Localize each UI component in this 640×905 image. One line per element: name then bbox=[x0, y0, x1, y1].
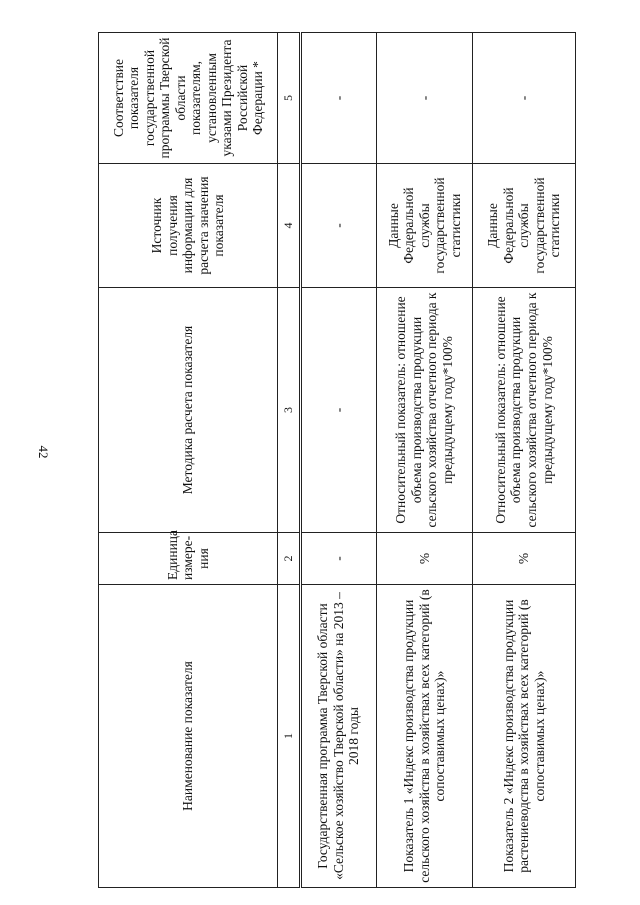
header-unit: Единица измере-ния bbox=[99, 533, 278, 585]
column-number: 3 bbox=[278, 288, 300, 533]
table-row bbox=[300, 33, 376, 888]
indicators-table bbox=[98, 32, 576, 888]
cell-compliance: - bbox=[472, 33, 575, 164]
column-number: 5 bbox=[278, 33, 300, 164]
header-indicator-name: Наименование показателя bbox=[99, 585, 278, 888]
cell-source: Данные Федеральной службы государственной статистики bbox=[376, 164, 472, 288]
table-row bbox=[376, 33, 472, 888]
cell-source: Данные Федеральной службы государственной статистики bbox=[472, 164, 575, 288]
header-source: Источник получения информации для расчета значения показателя bbox=[99, 164, 278, 288]
rotated-table-container bbox=[98, 33, 576, 888]
column-number: 4 bbox=[278, 164, 300, 288]
cell-method: Относительный показатель: отношение объема производства продукции сельского хозяйства отчетного периода к предыдущему году*100% bbox=[376, 288, 472, 533]
cell-compliance: - bbox=[300, 33, 376, 164]
header-compliance: Соответствие показателя государственной программы Тверской области показателям, установленным указами Президента Российской Федерации * bbox=[99, 33, 278, 164]
cell-unit: - bbox=[300, 533, 376, 585]
cell-name: Показатель 1 «Индекс производства продукции сельского хозяйства в хозяйствах всех категорий (в сопоставимых ценах)» bbox=[376, 585, 472, 888]
table-header-row bbox=[99, 33, 278, 888]
cell-method: - bbox=[300, 288, 376, 533]
cell-method: Относительный показатель: отношение объема производства продукции сельского хозяйства отчетного периода к предыдущему году*100% bbox=[472, 288, 575, 533]
cell-unit: % bbox=[472, 533, 575, 585]
column-numbers-row bbox=[278, 33, 300, 888]
cell-source: - bbox=[300, 164, 376, 288]
cell-name: Показатель 2 «Индекс производства продукции растениеводства в хозяйствах всех категорий (в сопоставимых ценах)» bbox=[472, 585, 575, 888]
cell-name: Государственная программа Тверской области «Сельское хозяйство Тверской области» на 2013 – 2018 годы bbox=[300, 585, 376, 888]
cell-unit: % bbox=[376, 533, 472, 585]
cell-compliance: - bbox=[376, 33, 472, 164]
header-method: Методика расчета показателя bbox=[99, 288, 278, 533]
column-number: 2 bbox=[278, 533, 300, 585]
page-number: 42 bbox=[36, 445, 51, 459]
table-row bbox=[472, 33, 575, 888]
column-number: 1 bbox=[278, 585, 300, 888]
